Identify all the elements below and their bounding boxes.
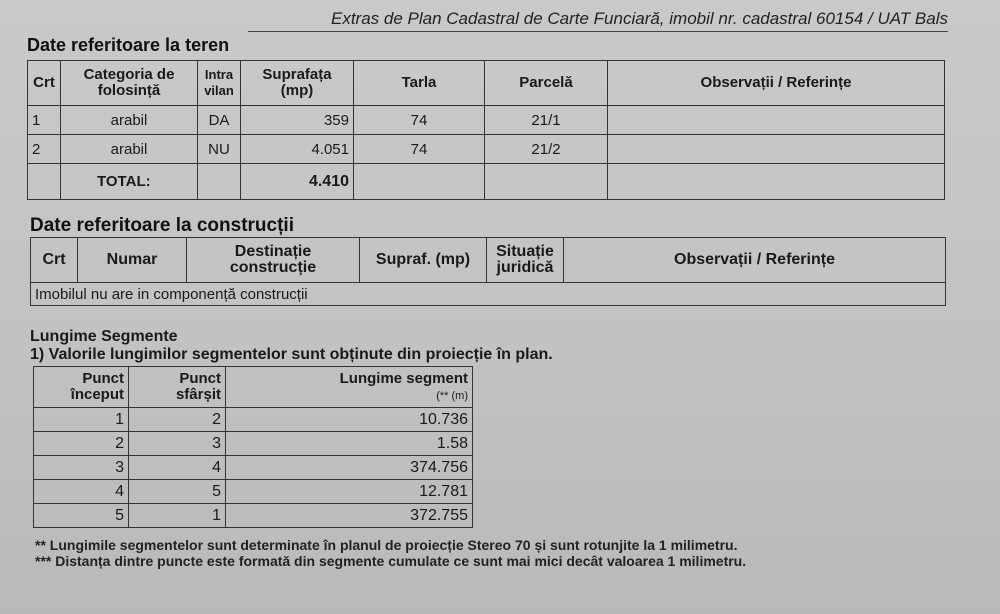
cell-crt: 2 [28, 135, 61, 164]
col-observatii: Observații / Referințe [564, 238, 946, 283]
cell-empty [485, 164, 608, 200]
cell-end: 3 [129, 432, 226, 456]
segmente-table [33, 366, 473, 528]
cell-parcela: 21/1 [485, 106, 608, 135]
cell-intravilan: DA [198, 106, 241, 135]
cell-tarla: 74 [354, 135, 485, 164]
cell-observatii [608, 106, 945, 135]
cell-empty [354, 164, 485, 200]
col-observatii: Observații / Referințe [608, 61, 945, 106]
cell-observatii [608, 135, 945, 164]
cell-empty [28, 164, 61, 200]
cell-start: 4 [34, 480, 129, 504]
col-intravilan: Intra vilan [198, 61, 241, 106]
cell-length: 374.756 [226, 456, 473, 480]
cell-length: 12.781 [226, 480, 473, 504]
cell-parcela: 21/2 [485, 135, 608, 164]
col-tarla: Tarla [354, 61, 485, 106]
cell-categoria: arabil [61, 106, 198, 135]
segmente-header-row [34, 367, 473, 408]
constructii-note: Imobilul nu are in componență construcții [31, 283, 946, 306]
col-punct-inceput: Punct început [34, 367, 129, 408]
segmente-section-title: Lungime Segmente [30, 328, 178, 345]
col-crt: Crt [31, 238, 78, 283]
col-categoria: Categoria de folosință [61, 61, 198, 106]
cell-length: 1.58 [226, 432, 473, 456]
cell-tarla: 74 [354, 106, 485, 135]
table-row [34, 456, 473, 480]
cell-length: 372.755 [226, 504, 473, 528]
total-value: 4.410 [241, 164, 354, 200]
cell-length: 10.736 [226, 408, 473, 432]
footnote-2: *** Distanța dintre puncte este formată din segmente cumulate ce sunt mai mici decât valoarea 1 milimetru. [35, 553, 747, 569]
col-suprafata: Suprafața (mp) [241, 61, 354, 106]
cell-start: 3 [34, 456, 129, 480]
table-row [28, 106, 945, 135]
teren-table [27, 60, 945, 200]
cell-categoria: arabil [61, 135, 198, 164]
table-row [34, 408, 473, 432]
teren-total-row [28, 164, 945, 200]
segmente-note: 1) Valorile lungimilor segmentelor sunt obținute din proiecție în plan. [30, 346, 553, 363]
col-punct-sfarsit: Punct sfârșit [129, 367, 226, 408]
cell-crt: 1 [28, 106, 61, 135]
constructii-section-title: Date referitoare la construcții [30, 215, 294, 236]
col-situatie: Situație juridică [487, 238, 564, 283]
table-row [34, 504, 473, 528]
cell-suprafata: 359 [241, 106, 354, 135]
total-label: TOTAL: [61, 164, 198, 200]
document-header: Extras de Plan Cadastral de Carte Funciară, imobil nr. cadastral 60154 / UAT Bals [248, 9, 948, 32]
cell-start: 2 [34, 432, 129, 456]
cell-empty [608, 164, 945, 200]
cell-suprafata: 4.051 [241, 135, 354, 164]
lungime-label: Lungime segment [339, 369, 468, 387]
col-numar: Numar [78, 238, 187, 283]
constructii-table [30, 237, 946, 306]
col-lungime [226, 367, 473, 408]
cell-end: 5 [129, 480, 226, 504]
constructii-note-row [31, 283, 946, 306]
table-row [34, 432, 473, 456]
teren-header-row [28, 61, 945, 106]
col-parcela: Parcelă [485, 61, 608, 106]
lungime-unit: (** (m) [436, 389, 468, 402]
table-row [28, 135, 945, 164]
col-crt: Crt [28, 61, 61, 106]
cell-start: 1 [34, 408, 129, 432]
constructii-header-row [31, 238, 946, 283]
cell-end: 2 [129, 408, 226, 432]
cell-end: 1 [129, 504, 226, 528]
cell-empty [198, 164, 241, 200]
table-row [34, 480, 473, 504]
col-destinatie: Destinație construcție [187, 238, 360, 283]
cell-end: 4 [129, 456, 226, 480]
cell-intravilan: NU [198, 135, 241, 164]
teren-section-title: Date referitoare la teren [27, 35, 230, 55]
footnote-1: ** Lungimile segmentelor sunt determinate în planul de proiecție Stereo 70 și sunt rotunjite la 1 milimetru. [35, 537, 738, 553]
cell-start: 5 [34, 504, 129, 528]
col-suprafata: Supraf. (mp) [360, 238, 487, 283]
